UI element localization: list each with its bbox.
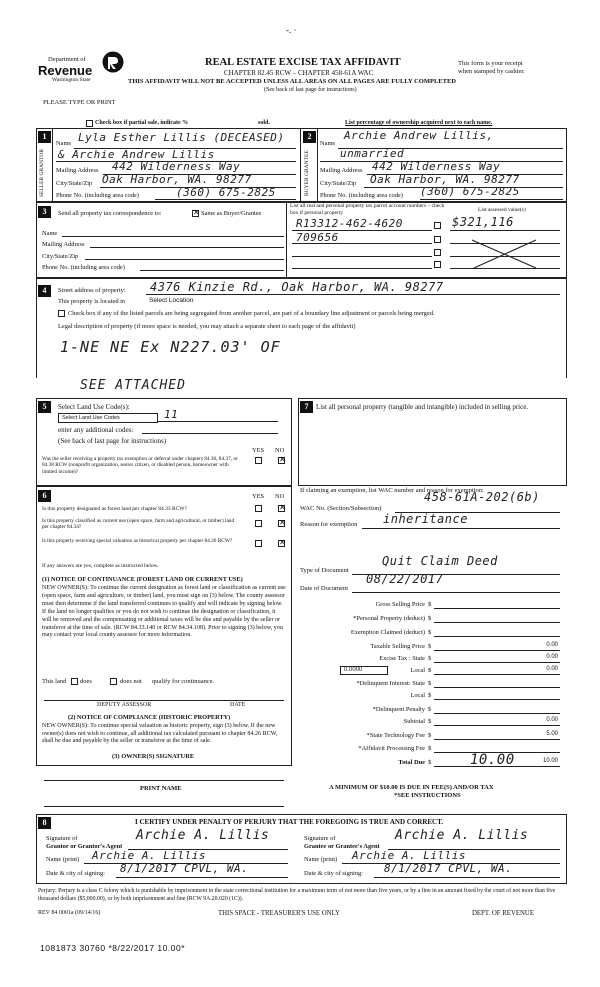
see-back-note: (See back of last page for instructions) bbox=[264, 87, 357, 93]
wac-value[interactable]: 458-61A-202(6b) bbox=[424, 490, 540, 504]
buyer-name-line2[interactable]: unmarried bbox=[340, 147, 405, 160]
legal-description-label: Legal description of property (if more space is needed, you may attach a separate sheet to each page of the affidavit) bbox=[58, 323, 356, 330]
parcel-2-personal-checkbox[interactable] bbox=[434, 236, 441, 243]
dept-of-revenue-footer: DEPT. OF REVENUE bbox=[472, 910, 534, 917]
section-1-number: 1 bbox=[38, 131, 51, 143]
top-mark: -. · bbox=[286, 25, 297, 35]
doc-type-value[interactable]: Quit Claim Deed bbox=[382, 554, 498, 568]
section-4-number: 4 bbox=[38, 285, 51, 297]
does-label: does bbox=[80, 678, 92, 685]
exemption-no-checkbox[interactable] bbox=[278, 457, 285, 464]
street-address-value[interactable]: 4376 Kinzie Rd., Oak Harbor, WA. 98277 bbox=[150, 280, 444, 294]
affidavit-fee-row: *Affidavit Processing Fee $ bbox=[305, 745, 560, 755]
total-due-row: Total Due $ 10.00 bbox=[398, 758, 558, 766]
sec5-no-header: NO bbox=[275, 447, 285, 454]
gross-selling-row: Gross Selling Price $ bbox=[305, 601, 560, 611]
located-label: This property is located in bbox=[58, 298, 126, 305]
wac-label: WAC No. (Section/Subsection) bbox=[300, 505, 382, 512]
sec5-yes-header: YES bbox=[252, 447, 265, 454]
grantor-sig-label-1: Signature of bbox=[46, 835, 78, 842]
sec6-no-header: NO bbox=[275, 493, 285, 500]
section-7-number: 7 bbox=[300, 401, 313, 413]
grantee-name-label: Name (print) bbox=[304, 856, 338, 863]
corr-mail-label: Mailing Address bbox=[42, 241, 85, 248]
does-not-label: does not bbox=[120, 678, 142, 685]
partial-sale-checkbox[interactable] bbox=[86, 120, 93, 127]
segregated-label: Check box if any of the listed parcels are being segregated from another parcel, are part of a boundary line adjustment or parcels being merged. bbox=[68, 310, 435, 317]
form-chapter: CHAPTER 82.45 RCW – CHAPTER 458-61A WAC bbox=[224, 69, 374, 77]
total-due-handwritten[interactable]: 10.00 bbox=[470, 752, 515, 768]
notice-continuance-body: NEW OWNER(S): To continue the current designation as forest land or classification as current use (open space, farm and agriculture, or timber) land, you must sign on (3) below. The county assessor must then determine if the land transferred continues to qualify and will indicate by signing below. If the land no longer qualifies or you do not wish to continue the designation or classification, it will be removed and the compensating or additional taxes will be due and payable by the seller or transferor at the time of sale. (RCW 84.33.140 or RCW 84.34.108). Prior to signing (3) below, you may contact your local county assessor for more information. bbox=[42, 585, 286, 639]
street-address-label: Street address of property: bbox=[58, 287, 126, 294]
corr-city-label: City/State/Zip bbox=[42, 253, 79, 260]
forest-land-question: Is this property designated as forest land per chapter 84.33 RCW? bbox=[42, 506, 187, 512]
buyer-name-label: Name bbox=[320, 140, 336, 147]
seller-name-label: Name bbox=[56, 140, 72, 147]
reason-value[interactable]: inheritance bbox=[383, 512, 468, 526]
buyer-phone-label: Phone No. (including area code) bbox=[320, 192, 403, 199]
same-as-buyer-label: Same as Buyer/Grantee bbox=[201, 210, 262, 217]
please-type: PLEASE TYPE OR PRINT bbox=[43, 99, 116, 106]
owner-signature-label: (3) OWNER(S) SIGNATURE bbox=[112, 753, 195, 760]
excise-state-row: Excise Tax : State $ 0.00 bbox=[379, 654, 558, 662]
print-name-label: PRINT NAME bbox=[140, 785, 182, 792]
current-use-question: Is this property classified as current use (open space, farm and agricultural, or timber) land per chapter 84.34? bbox=[42, 518, 235, 531]
does-not-qualify-checkbox[interactable] bbox=[110, 678, 117, 685]
buyer-grantee-tag: BUYER GRANTEE bbox=[304, 150, 310, 196]
land-use-select[interactable]: Select Land Use Codes bbox=[58, 413, 158, 423]
forest-yes-checkbox[interactable] bbox=[255, 505, 262, 512]
doc-date-value[interactable]: 08/22/2017 bbox=[366, 572, 444, 586]
corr-name-label: Name bbox=[42, 230, 58, 237]
current-use-yes-checkbox[interactable] bbox=[255, 520, 262, 527]
delinquent-interest-local-row: Local $ bbox=[305, 692, 560, 702]
seller-mail-value[interactable]: 442 Wilderness Way bbox=[112, 160, 241, 173]
grantee-name-value[interactable]: Archie A. Lillis bbox=[352, 849, 466, 862]
exemption-yes-checkbox[interactable] bbox=[255, 457, 262, 464]
section-5-number: 5 bbox=[38, 401, 51, 413]
notice-continuance-title: (1) NOTICE OF CONTINUANCE (FOREST LAND OR CURRENT USE) bbox=[42, 576, 243, 583]
partial-sale-label: Check box if partial sale, indicate % bbox=[95, 120, 189, 126]
grantor-signature[interactable]: Archie A. Lillis bbox=[136, 828, 270, 843]
historical-yes-checkbox[interactable] bbox=[255, 540, 262, 547]
assessed-strike-mark bbox=[470, 238, 540, 270]
land-use-code-value[interactable]: 11 bbox=[164, 408, 179, 421]
sec6-yes-header: YES bbox=[252, 493, 265, 500]
taxable-selling-row: Taxable Selling Price $ 0.00 bbox=[370, 642, 558, 650]
certify-statement: I CERTIFY UNDER PENALTY OF PERJURY THAT THE FOREGOING IS TRUE AND CORRECT. bbox=[135, 818, 444, 826]
grantee-signature[interactable]: Archie A. Lillis bbox=[395, 828, 529, 843]
receipt-note-1: This form is your receipt bbox=[458, 60, 523, 67]
delinquent-interest-state-row: *Delinquent Interest: State $ bbox=[305, 680, 560, 690]
revision-code: REV 84 0001a (09/14/16) bbox=[38, 910, 101, 916]
tech-fee-row: *State Technology Fee $ 5.00 bbox=[366, 731, 558, 739]
seller-phone-label: Phone No. (including area code) bbox=[56, 192, 139, 199]
location-select[interactable]: Select Location bbox=[149, 297, 194, 304]
seller-name-value[interactable]: Lyla Esther Lillis (DECEASED) bbox=[78, 131, 285, 144]
grantee-sig-label-2: Grantee or Grantee's Agent bbox=[304, 843, 380, 850]
section-2-number: 2 bbox=[303, 131, 316, 143]
send-correspondence-label: Send all property tax correspondence to: bbox=[58, 210, 162, 217]
grantee-date-label: Date & city of signing: bbox=[304, 870, 363, 877]
parcel-header: List all real and personal property tax parcel account numbers – check box if personal property bbox=[290, 203, 445, 216]
partial-sale-sold: sold. bbox=[258, 120, 270, 126]
legal-description-value[interactable]: 1-NE NE Ex N227.03' OF bbox=[60, 338, 281, 356]
seller-phone-value[interactable]: (360) 675-2825 bbox=[176, 186, 276, 199]
if-yes-note: If any answers are yes, complete as instructed below. bbox=[42, 563, 159, 569]
forest-no-checkbox[interactable] bbox=[278, 505, 285, 512]
buyer-city-label: City/State/Zip bbox=[320, 180, 357, 187]
seller-city-label: City/State/Zip bbox=[56, 180, 93, 187]
local-rate-box: 0.0000 bbox=[340, 666, 388, 675]
parcel-3-personal-checkbox[interactable] bbox=[434, 249, 441, 256]
cashier-stamp: 1081873 30760 *8/22/2017 10.00* bbox=[40, 943, 186, 953]
segregated-checkbox[interactable] bbox=[58, 310, 65, 317]
parcel-2-value[interactable]: 709656 bbox=[296, 231, 339, 244]
land-use-label: Select Land Use Code(s): bbox=[58, 403, 130, 411]
parcel-1-personal-checkbox[interactable] bbox=[434, 222, 441, 229]
qualify-label: qualify for continuance. bbox=[152, 678, 215, 685]
form-warning: THIS AFFIDAVIT WILL NOT BE ACCEPTED UNLESS ALL AREAS ON ALL PAGES ARE FULLY COMPLETED bbox=[128, 78, 456, 85]
excise-local-row: Local $ 0.00 bbox=[410, 666, 558, 674]
reason-label: Reason for exemption bbox=[300, 521, 358, 528]
grantor-name-value[interactable]: Archie A. Lillis bbox=[92, 849, 206, 862]
form-title: REAL ESTATE EXCISE TAX AFFIDAVIT bbox=[205, 57, 401, 68]
buyer-mail-value[interactable]: 442 Wilderness Way bbox=[372, 160, 501, 173]
seller-mail-label: Mailing Address bbox=[56, 167, 99, 174]
section-6-number: 6 bbox=[38, 490, 51, 502]
exemption-deferral-question: Was the seller receiving a property tax exemption or deferral under chapters 84.36, 84.37, or 84.38 RCW (nonprofit organization, senior citizen, or disabled person, homeowner with limited income)? bbox=[42, 456, 238, 475]
list-percentage-note: List percentage of ownership acquired next to each name. bbox=[345, 120, 493, 126]
subtotal-row: Subtotal $ 0.00 bbox=[403, 717, 558, 725]
doc-type-label: Type of Document bbox=[300, 567, 349, 574]
dor-logo-icon bbox=[101, 50, 125, 74]
grantor-sig-label-2: Grantor or Grantor's Agent bbox=[46, 843, 123, 850]
section-8-number: 8 bbox=[38, 817, 51, 829]
land-use-see-back: (See back of last page for instructions) bbox=[58, 437, 167, 445]
personal-property-label: List all personal property (tangible and intangible) included in selling price. bbox=[316, 403, 529, 411]
seller-grantor-tag: SELLER GRANTOR bbox=[39, 148, 45, 198]
current-use-no-checkbox[interactable] bbox=[278, 520, 285, 527]
assessed-header: List assessed value(s) bbox=[478, 207, 526, 213]
buyer-city-value[interactable]: Oak Harbor, WA. 98277 bbox=[370, 173, 520, 186]
seller-name-line2[interactable]: & Archie Andrew Lillis bbox=[58, 148, 215, 161]
grantor-date-value[interactable]: 8/1/2017 CPVL, WA. bbox=[120, 862, 249, 875]
treasurer-use-only: THIS SPACE - TREASURER'S USE ONLY bbox=[218, 910, 340, 917]
buyer-phone-value[interactable]: (360) 675-2825 bbox=[420, 185, 520, 198]
see-instructions-note: *SEE INSTRUCTIONS bbox=[394, 792, 461, 799]
corr-phone-label: Phone No. (including area code) bbox=[42, 264, 125, 271]
exemption-claim-label: If claiming an exemption, list WAC number and reason for exemption: bbox=[300, 487, 484, 494]
does-qualify-checkbox[interactable] bbox=[71, 678, 78, 685]
section-3-number: 3 bbox=[38, 206, 51, 218]
assessed-1-value[interactable]: $321,116 bbox=[452, 215, 514, 229]
buyer-mail-label: Mailing Address bbox=[320, 167, 363, 174]
personal-property-row: *Personal Property (deduct) $ bbox=[305, 615, 560, 625]
deputy-date-label: DATE bbox=[230, 702, 246, 708]
see-attached[interactable]: SEE ATTACHED bbox=[80, 378, 186, 393]
additional-codes-label: enter any additional codes: bbox=[58, 426, 134, 434]
grantee-sig-label-1: Signature of bbox=[304, 835, 336, 842]
minimum-fee-note: A MINIMUM OF $10.00 IS DUE IN FEE(S) AND/OR TAX bbox=[329, 784, 494, 791]
buyer-name-value[interactable]: Archie Andrew Lillis, bbox=[344, 129, 494, 142]
receipt-note-2: when stamped by cashier. bbox=[458, 68, 525, 75]
historical-no-checkbox[interactable] bbox=[278, 540, 285, 547]
perjury-statement: Perjury: Perjury is a class C felony which is punishable by imprisonment in the state correctional institution for a maximum term of not more than five years, or by a fine in an amount fixed by the court of not more than five thousand dollars ($5,000.00), or by both imprisonment and fine (RCW 9A.20.020 (1C)). bbox=[38, 888, 556, 902]
delinquent-penalty-row: *Delinquent Penalty $ bbox=[305, 706, 560, 716]
this-land-label: This land bbox=[42, 678, 67, 685]
same-as-buyer-checkbox[interactable] bbox=[192, 210, 199, 217]
exemption-claimed-row: Exemption Claimed (deduct) $ bbox=[305, 629, 560, 639]
deputy-assessor-label: DEPUTY ASSESSOR bbox=[97, 702, 152, 708]
parcel-1-value[interactable]: R13312-462-4620 bbox=[296, 217, 403, 230]
seller-city-value[interactable]: Oak Harbor, WA. 98277 bbox=[102, 173, 252, 186]
grantor-date-label: Date & city of signing: bbox=[46, 870, 105, 877]
doc-date-label: Date of Document bbox=[300, 585, 349, 592]
grantee-date-value[interactable]: 8/1/2017 CPVL, WA. bbox=[384, 862, 513, 875]
grantor-name-label: Name (print) bbox=[46, 856, 80, 863]
notice-compliance-title: (2) NOTICE OF COMPLIANCE (HISTORIC PROPERTY) bbox=[68, 714, 231, 721]
parcel-4-personal-checkbox[interactable] bbox=[434, 261, 441, 268]
notice-compliance-body: NEW OWNER(S): To continue special valuation as historic property, sign (3) below. If the new owner(s) does not wish to continue, all additional tax calculated pursuant to chapter 84.26 RCW, shall be due and payable by the seller or transferor at the time of sale. bbox=[42, 723, 278, 744]
historical-question: Is this property receiving special valuation as historical property per chapter 84.26 RCW? bbox=[42, 538, 233, 544]
